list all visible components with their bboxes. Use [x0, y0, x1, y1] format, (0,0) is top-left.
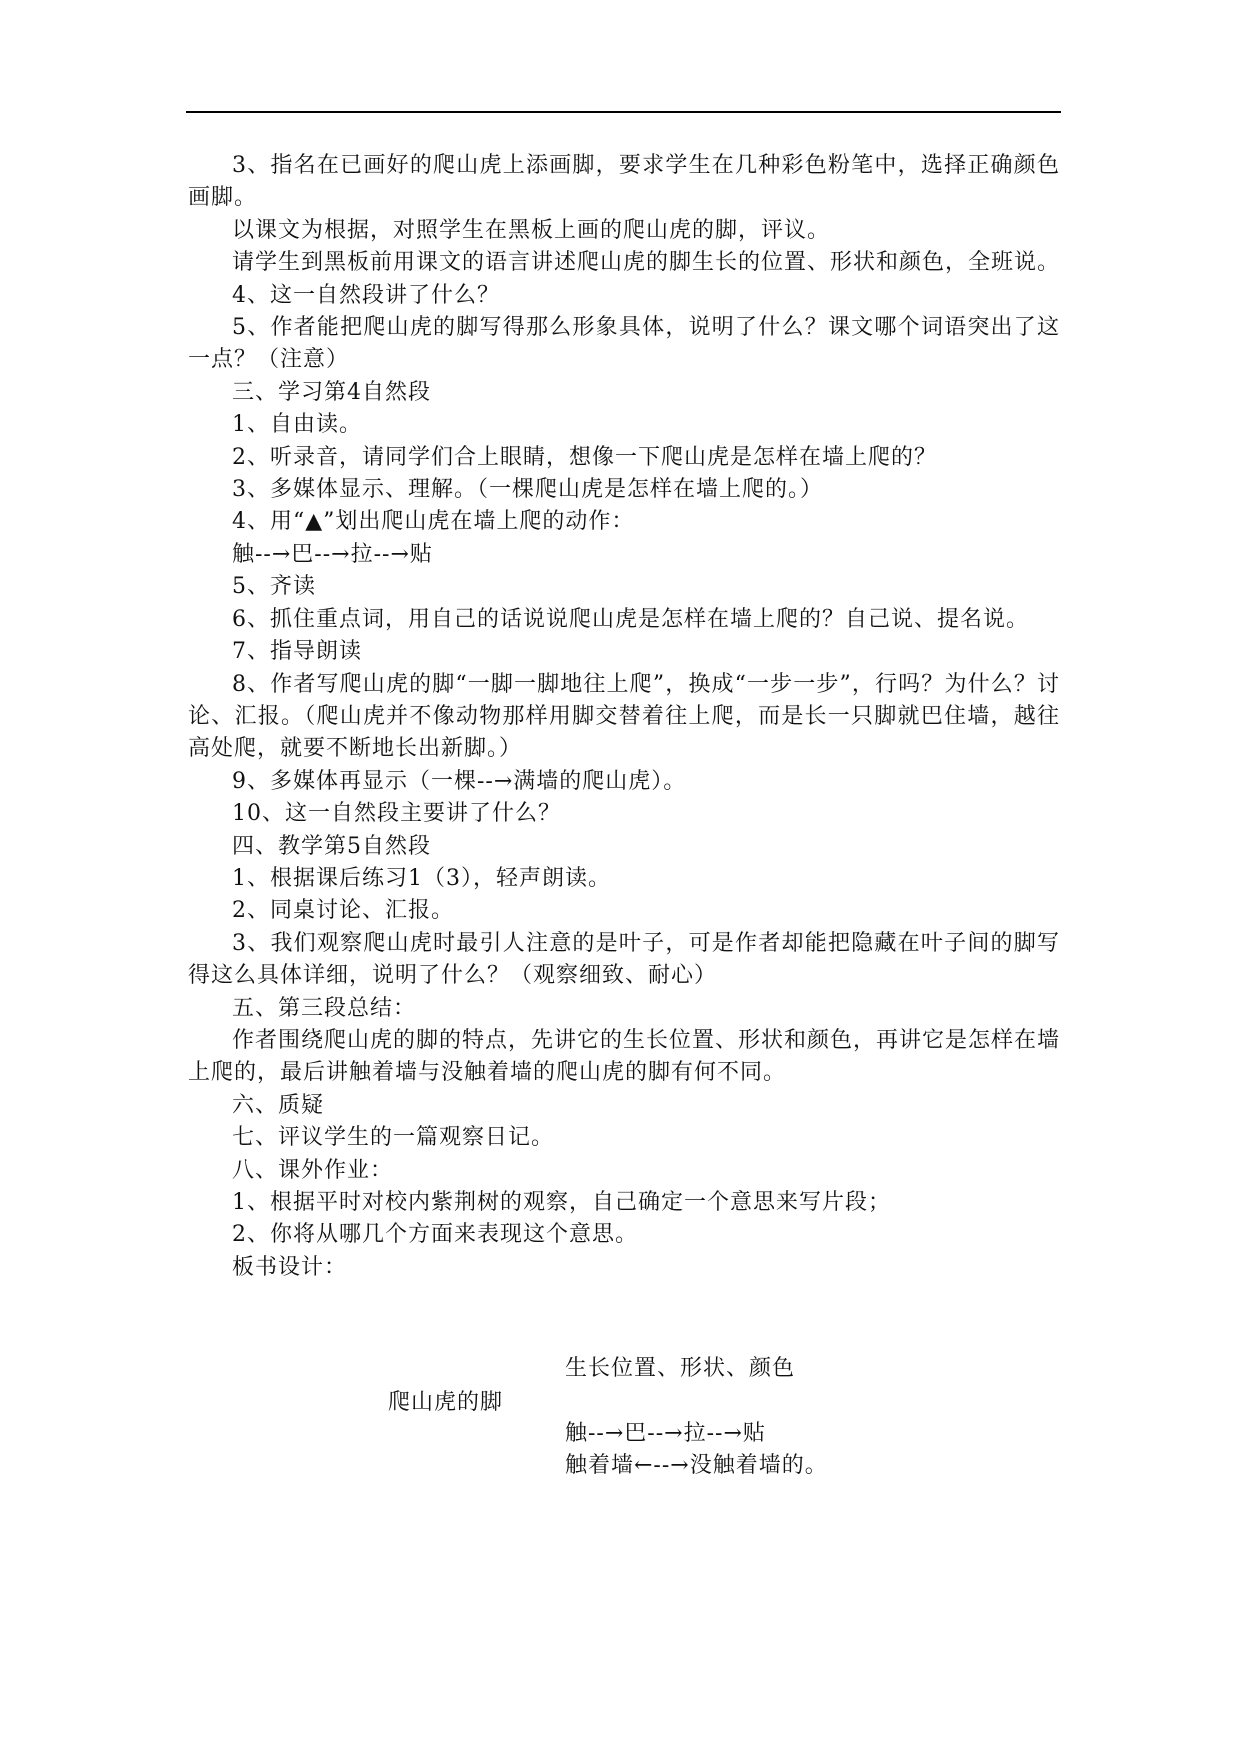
lesson-body [188, 150, 1060, 1284]
board-center-title: 爬山虎的脚 [388, 1390, 504, 1415]
paragraph: 2、同桌讨论、汇报。 [232, 898, 454, 924]
paragraph: 6、抓住重点词，用自己的话说说爬山虎是怎样在墙上爬的？自己说、提名说。 [232, 606, 1029, 632]
section-heading: 七、评议学生的一篇观察日记。 [232, 1125, 555, 1151]
paragraph: 5、作者能把爬山虎的脚写得那么形象具体，说明了什么？课文哪个词语突出了这一点？（注意） [188, 315, 1060, 373]
board-line-3: 触着墙←--→没触着墙的。 [565, 1453, 828, 1478]
paragraph: 9、多媒体再显示（一棵--→满墙的爬山虎）。 [232, 768, 687, 794]
paragraph: 7、指导朗读 [232, 639, 362, 665]
section-heading: 四、教学第5自然段 [232, 833, 431, 859]
paragraph: 1、根据平时对校内紫荆树的观察，自己确定一个意思来写片段； [232, 1190, 891, 1215]
paragraph: 4、用“▲”划出爬山虎在墙上爬的动作： [232, 509, 635, 535]
paragraph: 1、自由读。 [232, 412, 362, 438]
paragraph: 2、听录音，请同学们合上眼睛，想像一下爬山虎是怎样在墙上爬的？ [232, 444, 937, 470]
board-line-1: 生长位置、形状、颜色 [565, 1356, 796, 1381]
paragraph: 作者围绕爬山虎的脚的特点，先讲它的生长位置、形状和颜色，再讲它是怎样在墙上爬的，最后讲触着墙与没触着墙的爬山虎的脚有何不同。 [188, 1027, 1061, 1086]
paragraph: 请学生到黑板前用课文的语言讲述爬山虎的脚生长的位置、形状和颜色，全班说。 [232, 250, 1061, 276]
paragraph: 10、这一自然段主要讲了什么？ [232, 801, 561, 827]
paragraph: 8、作者写爬山虎的脚“一脚一脚地往上爬”，换成“一步一步”，行吗？为什么？讨论、汇报。（爬山虎并不像动物那样用脚交替着往上爬，而是长一只脚就巴住墙，越往高处爬，就要不断地长出新脚。） [188, 671, 1060, 762]
paragraph: 3、多媒体显示、理解。（一棵爬山虎是怎样在墙上爬的。） [232, 477, 823, 503]
section-heading: 五、第三段总结： [232, 995, 417, 1021]
paragraph: 3、指名在已画好的爬山虎上添画脚，要求学生在几种彩色粉笔中，选择正确颜色画脚。 [188, 153, 1060, 211]
paragraph: 5、齐读 [232, 574, 316, 600]
paragraph: 4、这一自然段讲了什么？ [232, 282, 500, 308]
paragraph: 3、我们观察爬山虎时最引人注意的是叶子，可是作者却能把隐藏在叶子间的脚写得这么具体详细，说明了什么？（观察细致、耐心） [188, 930, 1060, 989]
section-heading: 三、学习第4自然段 [232, 379, 431, 405]
paragraph: 2、你将从哪几个方面来表现这个意思。 [232, 1222, 638, 1248]
header-rule [186, 111, 1061, 113]
section-heading: 六、质疑 [232, 1092, 325, 1118]
paragraph: 以课文为根据，对照学生在黑板上画的爬山虎的脚，评议。 [232, 217, 831, 243]
section-heading: 八、课外作业： [232, 1157, 394, 1183]
paragraph: 1、根据课后练习1（3），轻声朗读。 [232, 865, 611, 891]
paragraph: 触--→巴--→拉--→贴 [232, 541, 433, 567]
board-line-2: 触--→巴--→拉--→贴 [565, 1421, 766, 1446]
paragraph: 板书设计： [232, 1254, 348, 1280]
